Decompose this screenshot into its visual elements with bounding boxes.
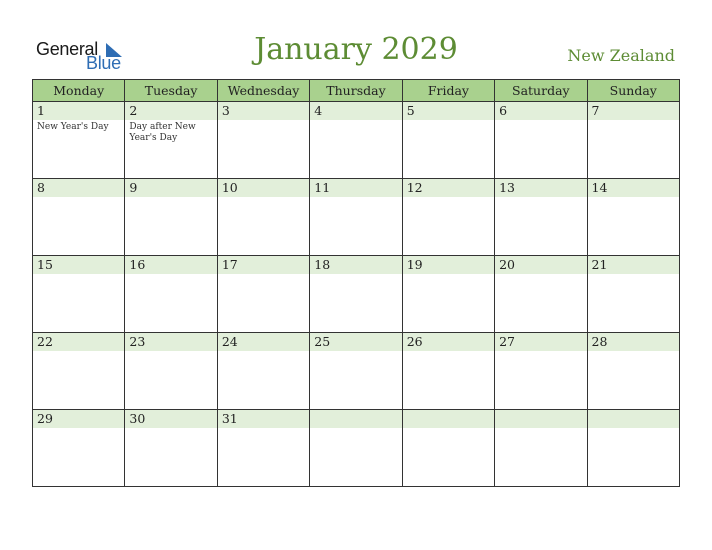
day-number: 3: [218, 102, 309, 120]
day-number: 13: [495, 179, 586, 197]
day-number: 24: [218, 333, 309, 351]
day-cell[interactable]: [495, 179, 587, 256]
day-cell[interactable]: [125, 333, 217, 410]
day-number: 31: [218, 410, 309, 428]
day-number: 6: [495, 102, 586, 120]
day-cell[interactable]: [217, 333, 309, 410]
day-number: 14: [588, 179, 679, 197]
day-number: 25: [310, 333, 401, 351]
day-cell[interactable]: [587, 179, 679, 256]
weekday-header: Wednesday: [217, 80, 309, 102]
day-number: 27: [495, 333, 586, 351]
day-number: 20: [495, 256, 586, 274]
day-cell[interactable]: [33, 333, 125, 410]
day-cell[interactable]: [402, 256, 494, 333]
weekday-header: Friday: [402, 80, 494, 102]
day-number: 12: [403, 179, 494, 197]
day-cell[interactable]: [402, 102, 494, 179]
day-number: 21: [588, 256, 679, 274]
day-cell[interactable]: [495, 410, 587, 487]
day-number: 1: [33, 102, 124, 120]
day-cell[interactable]: [495, 333, 587, 410]
day-cell[interactable]: [402, 333, 494, 410]
day-number: 9: [125, 179, 216, 197]
day-cell[interactable]: [587, 410, 679, 487]
day-cell[interactable]: [310, 256, 402, 333]
week-row: [33, 410, 680, 487]
day-number: 26: [403, 333, 494, 351]
day-number: 2: [125, 102, 216, 120]
day-cell[interactable]: [495, 102, 587, 179]
day-number: [403, 410, 494, 428]
weekday-header: Thursday: [310, 80, 402, 102]
day-cell[interactable]: [587, 256, 679, 333]
day-number: 11: [310, 179, 401, 197]
day-cell[interactable]: [310, 410, 402, 487]
day-cell[interactable]: [402, 179, 494, 256]
weekday-header: Monday: [33, 80, 125, 102]
day-number: 7: [588, 102, 679, 120]
day-cell[interactable]: [587, 102, 679, 179]
day-cell[interactable]: [125, 102, 217, 179]
day-number: 22: [33, 333, 124, 351]
day-cell[interactable]: [217, 179, 309, 256]
day-number: 19: [403, 256, 494, 274]
country-label: New Zealand: [567, 46, 675, 65]
holiday-label: New Year's Day: [37, 122, 109, 132]
week-row: [33, 179, 680, 256]
day-cell[interactable]: [310, 333, 402, 410]
day-cell[interactable]: [587, 333, 679, 410]
day-cell[interactable]: [125, 410, 217, 487]
calendar-title: January 2029: [254, 32, 458, 67]
day-cell[interactable]: [125, 179, 217, 256]
weekday-header: Sunday: [587, 80, 679, 102]
logo-word-blue: Blue: [86, 53, 121, 73]
day-cell[interactable]: [217, 410, 309, 487]
day-number: [310, 410, 401, 428]
day-cell[interactable]: [33, 256, 125, 333]
day-cell[interactable]: [125, 256, 217, 333]
day-number: 30: [125, 410, 216, 428]
day-number: 8: [33, 179, 124, 197]
day-number: 17: [218, 256, 309, 274]
week-row: [33, 102, 680, 179]
day-cell[interactable]: [217, 256, 309, 333]
day-cell[interactable]: [33, 102, 125, 179]
day-number: 10: [218, 179, 309, 197]
holiday-label: Day after New Year's Day: [129, 122, 196, 143]
week-row: [33, 333, 680, 410]
day-cell[interactable]: [33, 179, 125, 256]
day-number: 18: [310, 256, 401, 274]
week-row: [33, 256, 680, 333]
day-number: 15: [33, 256, 124, 274]
day-cell[interactable]: [495, 256, 587, 333]
day-number: 4: [310, 102, 401, 120]
day-number: 28: [588, 333, 679, 351]
day-cell[interactable]: [310, 179, 402, 256]
day-number: 23: [125, 333, 216, 351]
day-cell[interactable]: [402, 410, 494, 487]
day-number: [588, 410, 679, 428]
day-number: 16: [125, 256, 216, 274]
day-cell[interactable]: [33, 410, 125, 487]
weekday-header: Tuesday: [125, 80, 217, 102]
logo-word-general: General: [36, 39, 98, 59]
day-cell[interactable]: [310, 102, 402, 179]
day-cell[interactable]: [217, 102, 309, 179]
weekday-header-row: [33, 80, 680, 102]
day-number: [495, 410, 586, 428]
day-number: 29: [33, 410, 124, 428]
day-number: 5: [403, 102, 494, 120]
weekday-header: Saturday: [495, 80, 587, 102]
calendar-grid: [32, 79, 680, 487]
